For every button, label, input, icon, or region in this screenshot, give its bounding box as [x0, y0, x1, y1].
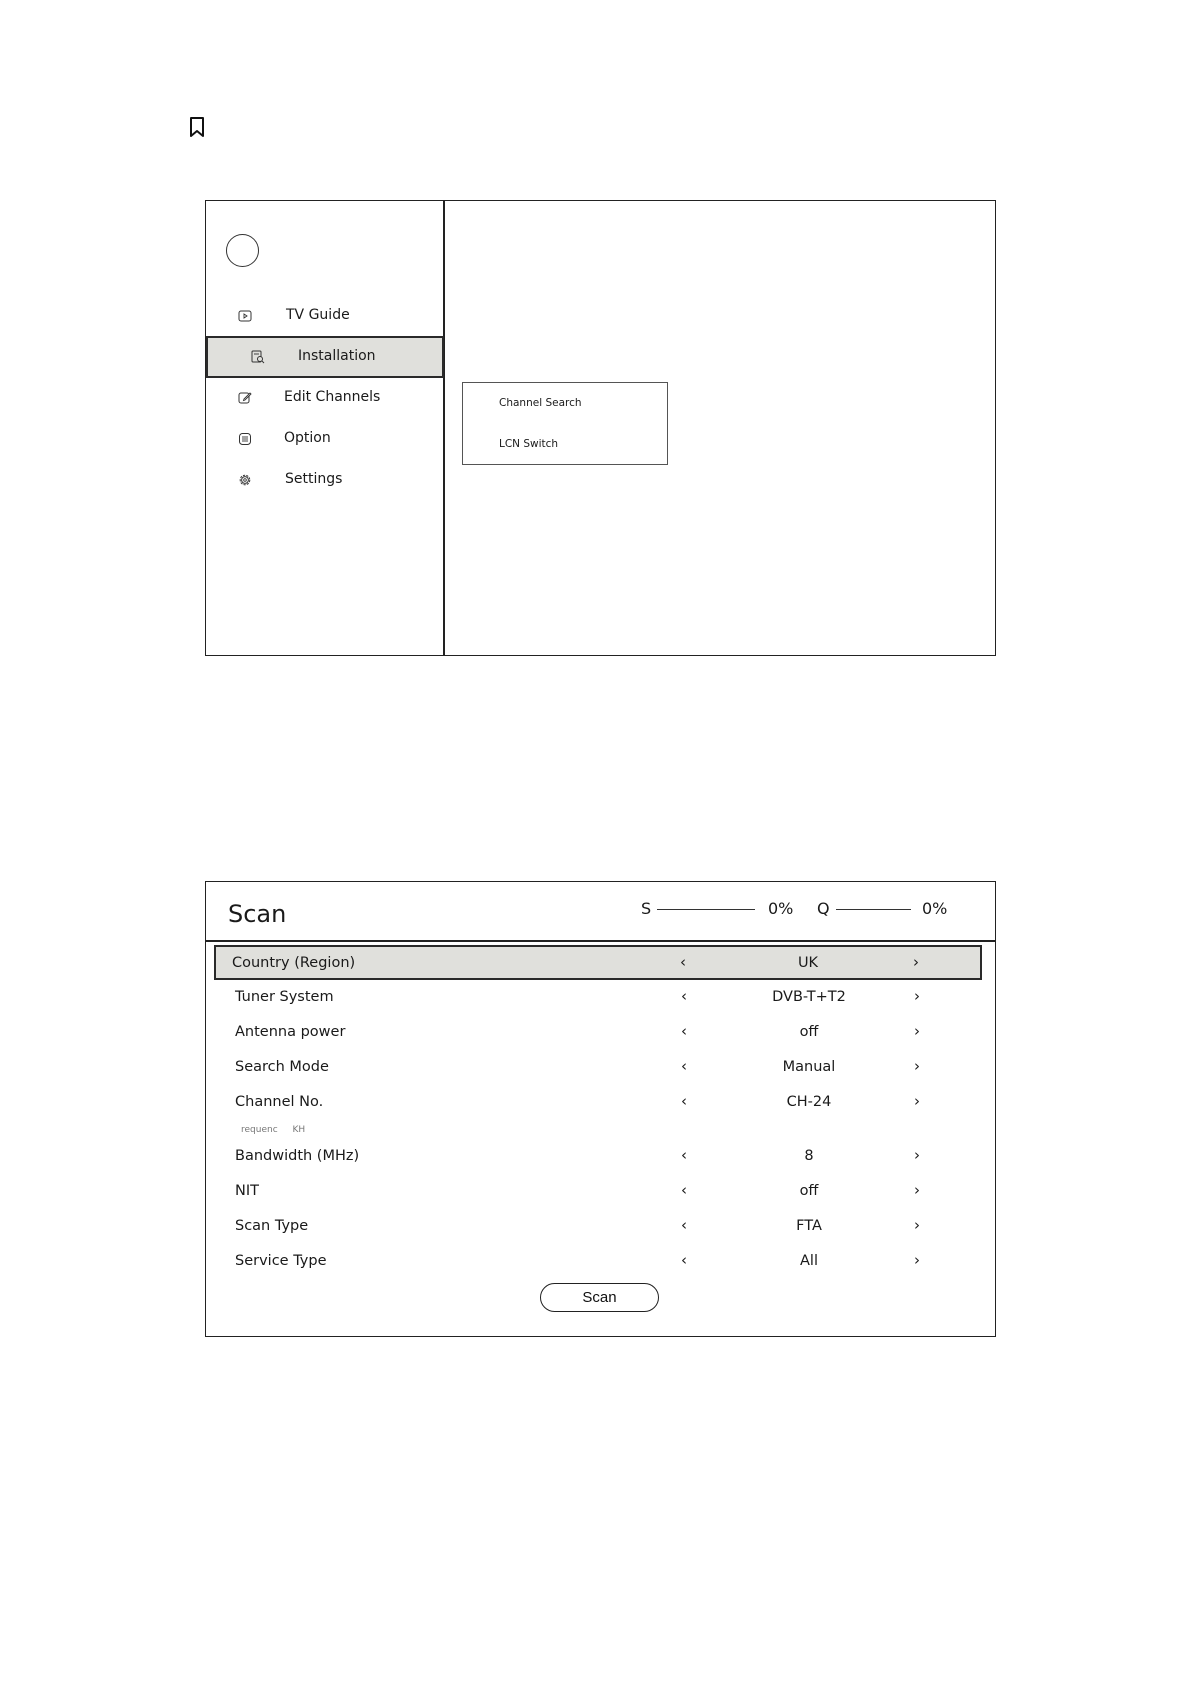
setting-value: Manual — [782, 1059, 836, 1075]
edit-icon — [238, 391, 252, 405]
arrow-left-icon[interactable]: ‹ — [681, 1251, 687, 1269]
setting-value: 8 — [804, 1148, 814, 1164]
arrow-left-icon[interactable]: ‹ — [681, 1092, 687, 1110]
arrow-right-icon[interactable]: › — [914, 1057, 920, 1075]
signal-quality-label: Q — [817, 899, 830, 918]
menu-item-label: Option — [284, 430, 331, 446]
setting-value: All — [800, 1253, 818, 1269]
setting-name: Tuner System — [235, 989, 334, 1005]
setting-name: Channel No. — [235, 1094, 324, 1110]
setting-row-channel-no[interactable] — [214, 1086, 982, 1121]
frequency-hint-unit: KH — [292, 1125, 306, 1135]
page-title: Scan — [228, 900, 287, 928]
submenu-item-lcn-switch[interactable]: LCN Switch — [499, 438, 559, 450]
arrow-right-icon[interactable]: › — [913, 953, 919, 971]
setting-value: UK — [797, 955, 819, 971]
setting-row-tuner-system[interactable] — [214, 981, 982, 1016]
setting-name: Bandwidth (MHz) — [235, 1148, 360, 1164]
arrow-left-icon[interactable]: ‹ — [681, 1057, 687, 1075]
menu-item-edit-channels[interactable] — [206, 378, 444, 418]
menu-item-installation[interactable] — [206, 336, 444, 378]
installation-icon — [251, 350, 265, 364]
arrow-left-icon[interactable]: ‹ — [681, 1146, 687, 1164]
setting-row-scan-type[interactable] — [214, 1210, 982, 1245]
signal-quality-bar — [836, 909, 911, 910]
setting-row-bandwidth[interactable] — [214, 1140, 982, 1175]
setting-name: Scan Type — [235, 1218, 309, 1234]
menu-item-label: TV Guide — [286, 307, 350, 323]
arrow-left-icon[interactable]: ‹ — [681, 987, 687, 1005]
arrow-left-icon[interactable]: ‹ — [681, 1022, 687, 1040]
setting-row-service-type[interactable] — [214, 1245, 982, 1280]
arrow-right-icon[interactable]: › — [914, 1216, 920, 1234]
setting-value: off — [799, 1183, 819, 1199]
setting-value: CH-24 — [786, 1094, 832, 1110]
frequency-hint — [241, 1125, 317, 1135]
menu-item-label: Edit Channels — [284, 389, 381, 405]
arrow-right-icon[interactable]: › — [914, 1146, 920, 1164]
arrow-right-icon[interactable]: › — [914, 1251, 920, 1269]
gear-icon — [238, 473, 252, 487]
arrow-right-icon[interactable]: › — [914, 987, 920, 1005]
signal-strength-label: S — [641, 899, 652, 918]
signal-strength-bar — [657, 909, 755, 910]
setting-row-country[interactable] — [214, 945, 982, 980]
option-icon — [238, 432, 252, 446]
setting-value: off — [799, 1024, 819, 1040]
setting-name: Country (Region) — [232, 955, 356, 971]
setting-name: Search Mode — [235, 1059, 329, 1075]
menu-item-option[interactable] — [206, 419, 444, 459]
menu-item-label: Settings — [285, 471, 343, 487]
frequency-hint-label: requenc — [241, 1125, 278, 1135]
scan-button[interactable]: Scan — [540, 1283, 659, 1312]
signal-strength-value: 0% — [768, 899, 794, 918]
setting-row-antenna-power[interactable] — [214, 1016, 982, 1051]
signal-quality-value: 0% — [922, 899, 948, 918]
arrow-right-icon[interactable]: › — [914, 1092, 920, 1110]
setting-row-nit[interactable] — [214, 1175, 982, 1210]
header-divider — [206, 940, 995, 942]
main-menu-panel — [205, 200, 996, 656]
arrow-right-icon[interactable]: › — [914, 1181, 920, 1199]
installation-submenu — [462, 382, 668, 465]
setting-name: Antenna power — [235, 1024, 346, 1040]
menu-item-settings[interactable] — [206, 460, 444, 500]
bookmark-icon — [188, 116, 206, 138]
tv-guide-icon — [238, 309, 252, 323]
avatar — [226, 234, 259, 267]
setting-name: NIT — [235, 1183, 259, 1199]
menu-item-label: Installation — [298, 348, 376, 364]
arrow-left-icon[interactable]: ‹ — [681, 1216, 687, 1234]
setting-name: Service Type — [235, 1253, 327, 1269]
setting-row-search-mode[interactable] — [214, 1051, 982, 1086]
arrow-left-icon[interactable]: ‹ — [680, 953, 686, 971]
arrow-left-icon[interactable]: ‹ — [681, 1181, 687, 1199]
arrow-right-icon[interactable]: › — [914, 1022, 920, 1040]
setting-value: FTA — [796, 1218, 822, 1234]
scan-panel — [205, 881, 996, 1337]
menu-item-tv-guide[interactable] — [206, 296, 444, 336]
submenu-item-channel-search[interactable]: Channel Search — [499, 397, 582, 409]
setting-value: DVB-T+T2 — [772, 989, 846, 1005]
